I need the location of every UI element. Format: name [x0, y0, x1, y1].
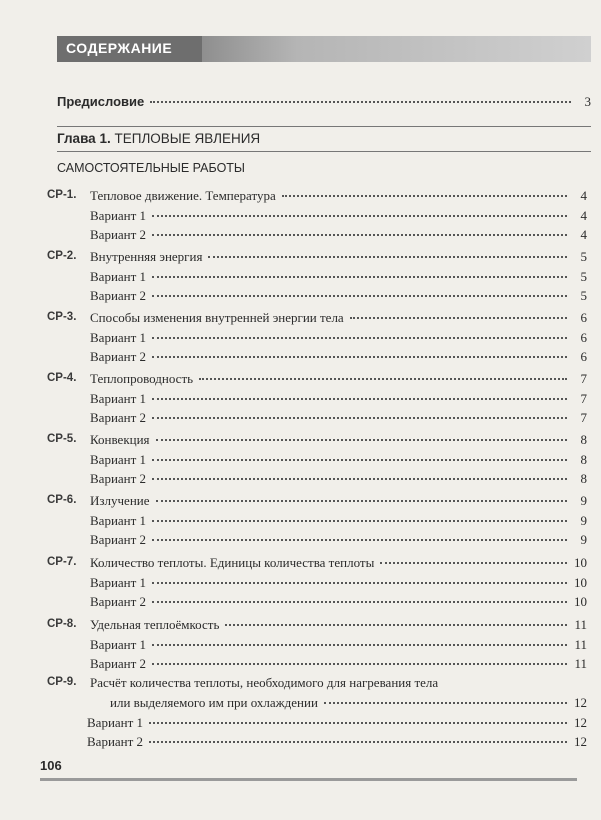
- variant-entry-page: 9: [580, 512, 587, 528]
- preface-page: 3: [584, 94, 591, 109]
- variant-entry-page: 6: [580, 349, 587, 364]
- variant-entry: [90, 288, 587, 303]
- preface-title: Предисловие: [57, 94, 145, 109]
- entry-code: СР-5.: [47, 433, 77, 445]
- dot-leader: [152, 518, 567, 522]
- variant-entry-page: 4: [580, 207, 587, 223]
- dot-leader: [156, 437, 567, 441]
- variant-entry-page: 4: [580, 227, 587, 242]
- preface-entry: [57, 94, 591, 109]
- toc-entry: [90, 675, 587, 690]
- variant-entry-title: Вариант 2: [90, 656, 147, 671]
- toc-entry-title: Конвекция: [90, 432, 150, 447]
- dot-leader: [152, 293, 567, 297]
- dot-leader: [152, 599, 567, 603]
- chapter-rule-bottom: [57, 151, 591, 152]
- section-heading: САМОСТОЯТЕЛЬНЫЕ РАБОТЫ: [57, 161, 245, 175]
- dot-leader: [199, 376, 567, 380]
- dot-leader: [152, 354, 567, 358]
- toc-entry-page: 7: [580, 371, 587, 386]
- page-number: 106: [40, 758, 62, 773]
- dot-leader: [152, 274, 567, 278]
- chapter-title: ТЕПЛОВЫЕ ЯВЛЕНИЯ: [114, 131, 261, 146]
- toc-entry-title: Тепловое движение. Температура: [90, 188, 276, 203]
- variant-entry-title: Вариант 2: [87, 734, 144, 749]
- variant-entry: [90, 532, 587, 547]
- variant-entry: [90, 330, 587, 345]
- toc-entry: [90, 555, 587, 570]
- variant-entry: [87, 734, 587, 749]
- variant-entry-title: Вариант 1: [90, 268, 147, 284]
- variant-entry-page: 11: [574, 656, 587, 671]
- dot-leader: [149, 739, 567, 743]
- variant-entry: [90, 410, 587, 425]
- toc-entry-page: 4: [580, 188, 587, 203]
- variant-entry-page: 6: [580, 329, 587, 345]
- dot-leader: [282, 193, 567, 197]
- dot-leader: [380, 560, 567, 564]
- toc-entry-page: 11: [574, 617, 587, 632]
- dot-leader: [152, 476, 567, 480]
- variant-entry: [87, 715, 587, 730]
- toc-entry-title: Количество теплоты. Единицы количества теплоты: [90, 555, 375, 570]
- variant-entry-page: 10: [574, 594, 587, 609]
- toc-entry: [90, 371, 587, 386]
- dot-leader: [152, 415, 567, 419]
- toc-entry-title: Способы изменения внутренней энергии тела: [90, 310, 344, 325]
- variant-entry-page: 8: [580, 451, 587, 467]
- variant-entry-title: Вариант 1: [90, 512, 147, 528]
- toc-entry-cont: [110, 695, 587, 710]
- toc-entry-cont-title: или выделяемого им при охлаждении: [110, 695, 318, 710]
- variant-entry-page: 7: [580, 390, 587, 406]
- variant-entry-title: Вариант 2: [90, 532, 147, 547]
- variant-entry: [90, 637, 587, 652]
- variant-entry-title: Вариант 1: [90, 574, 147, 590]
- dot-leader: [208, 254, 567, 258]
- toc-entry-cont-page: 12: [574, 695, 587, 710]
- variant-entry: [90, 594, 587, 609]
- toc-entry-page: 10: [574, 555, 587, 570]
- variant-entry-page: 11: [574, 636, 587, 652]
- variant-entry-page: 5: [580, 268, 587, 284]
- variant-entry-page: 10: [574, 574, 587, 590]
- dot-leader: [225, 622, 567, 626]
- variant-entry-title: Вариант 1: [90, 636, 147, 652]
- entry-code: СР-3.: [47, 311, 77, 323]
- entry-code: СР-7.: [47, 556, 77, 568]
- dot-leader: [152, 457, 567, 461]
- toc-entry-title: Удельная теплоёмкость: [90, 617, 220, 632]
- variant-entry: [90, 656, 587, 671]
- footer-rule: [40, 778, 577, 781]
- variant-entry-title: Вариант 1: [87, 714, 144, 730]
- entry-code: СР-9.: [47, 676, 77, 688]
- variant-entry-title: Вариант 1: [90, 390, 147, 406]
- chapter-heading: [57, 131, 260, 146]
- dot-leader: [152, 396, 567, 400]
- dot-leader: [152, 335, 567, 339]
- chapter-rule: [57, 126, 591, 127]
- variant-entry: [90, 575, 587, 590]
- variant-entry-page: 12: [574, 734, 587, 749]
- dot-leader: [152, 537, 567, 541]
- entry-code: СР-2.: [47, 250, 77, 262]
- dot-leader: [350, 315, 567, 319]
- toc-entry: [90, 617, 587, 632]
- variant-entry: [90, 391, 587, 406]
- variant-entry: [90, 269, 587, 284]
- entry-code: СР-6.: [47, 494, 77, 506]
- variant-entry-page: 5: [580, 288, 587, 303]
- dot-leader: [152, 642, 567, 646]
- dot-leader: [150, 99, 571, 103]
- variant-entry: [90, 227, 587, 242]
- variant-entry: [90, 452, 587, 467]
- variant-entry-title: Вариант 2: [90, 410, 147, 425]
- toc-entry-title: Внутренняя энергия: [90, 249, 203, 264]
- variant-entry-title: Вариант 2: [90, 288, 147, 303]
- toc-entry: [90, 310, 587, 325]
- toc-entry-title: Расчёт количества теплоты, необходимого для нагревания тела: [90, 675, 439, 690]
- dot-leader: [156, 498, 567, 502]
- toc-entry-page: 9: [580, 493, 587, 508]
- variant-entry-page: 9: [580, 532, 587, 547]
- variant-entry-page: 7: [580, 410, 587, 425]
- dot-leader: [152, 232, 567, 236]
- toc-entry: [90, 432, 587, 447]
- dot-leader: [324, 700, 567, 704]
- toc-entry-title: Излучение: [90, 493, 150, 508]
- toc-entry: [90, 188, 587, 203]
- dot-leader: [152, 661, 567, 665]
- toc-entry-page: 8: [580, 432, 587, 447]
- entry-code: СР-1.: [47, 189, 77, 201]
- toc-entry: [90, 493, 587, 508]
- variant-entry: [90, 349, 587, 364]
- variant-entry-title: Вариант 2: [90, 594, 147, 609]
- dot-leader: [149, 720, 567, 724]
- entry-code: СР-4.: [47, 372, 77, 384]
- chapter-label: Глава 1.: [57, 131, 111, 146]
- toc-entry-page: 5: [580, 249, 587, 264]
- variant-entry-title: Вариант 1: [90, 329, 147, 345]
- variant-entry: [90, 513, 587, 528]
- toc-entry-page: 6: [580, 310, 587, 325]
- entry-code: СР-8.: [47, 618, 77, 630]
- variant-entry: [90, 208, 587, 223]
- variant-entry-title: Вариант 2: [90, 349, 147, 364]
- variant-entry-title: Вариант 2: [90, 471, 147, 486]
- variant-entry: [90, 471, 587, 486]
- variant-entry-page: 12: [574, 714, 587, 730]
- variant-entry-page: 8: [580, 471, 587, 486]
- contents-heading: СОДЕРЖАНИЕ: [66, 40, 173, 56]
- dot-leader: [152, 580, 567, 584]
- variant-entry-title: Вариант 2: [90, 227, 147, 242]
- toc-entry: [90, 249, 587, 264]
- variant-entry-title: Вариант 1: [90, 207, 147, 223]
- toc-entry-title: Теплопроводность: [90, 371, 194, 386]
- variant-entry-title: Вариант 1: [90, 451, 147, 467]
- dot-leader: [152, 213, 567, 217]
